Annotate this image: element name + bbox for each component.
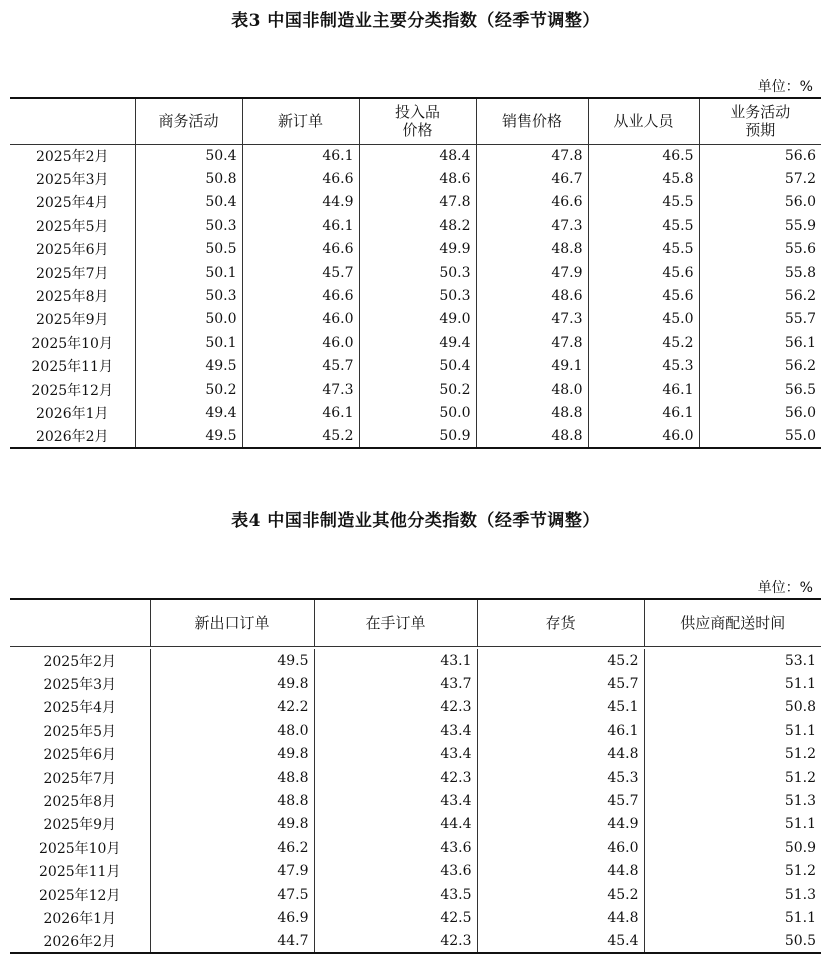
table3-header-corner bbox=[10, 98, 135, 144]
table-row bbox=[10, 167, 821, 190]
value-cell: 50.8 bbox=[135, 167, 242, 190]
value-cell: 56.6 bbox=[699, 144, 821, 167]
month-cell: 2025年12月 bbox=[39, 887, 121, 904]
value-cell: 50.3 bbox=[359, 284, 476, 307]
value-cell: 48.4 bbox=[359, 144, 476, 167]
value-cell: 47.3 bbox=[476, 308, 588, 331]
value-cell: 51.2 bbox=[644, 743, 821, 766]
month-cell: 2025年7月 bbox=[35, 265, 109, 282]
value-cell: 50.9 bbox=[644, 836, 821, 859]
value-cell: 46.6 bbox=[242, 284, 359, 307]
value-cell: 47.8 bbox=[476, 331, 588, 354]
month-cell: 2025年5月 bbox=[35, 218, 109, 235]
value-cell: 50.0 bbox=[359, 401, 476, 424]
table3-unit: 单位：% bbox=[757, 79, 813, 95]
value-cell: 45.5 bbox=[588, 214, 699, 237]
value-cell: 45.8 bbox=[588, 167, 699, 190]
value-cell: 45.6 bbox=[588, 261, 699, 284]
table-row bbox=[10, 743, 821, 766]
value-cell: 44.9 bbox=[242, 191, 359, 214]
month-cell: 2025年2月 bbox=[35, 148, 109, 165]
month-cell: 2025年9月 bbox=[35, 312, 109, 329]
value-cell: 42.2 bbox=[150, 696, 314, 719]
value-cell: 45.7 bbox=[242, 261, 359, 284]
month-cell: 2026年1月 bbox=[43, 910, 117, 927]
table-row bbox=[10, 214, 821, 237]
value-cell: 50.0 bbox=[135, 308, 242, 331]
table-row bbox=[10, 672, 821, 695]
table-row bbox=[10, 425, 821, 448]
value-cell: 51.1 bbox=[644, 672, 821, 695]
table3-header-cell: 新订单 bbox=[242, 98, 359, 144]
value-cell: 50.1 bbox=[135, 261, 242, 284]
value-cell: 55.0 bbox=[699, 425, 821, 448]
month-cell: 2025年10月 bbox=[39, 840, 121, 857]
value-cell: 43.6 bbox=[314, 836, 477, 859]
value-cell: 47.8 bbox=[476, 144, 588, 167]
value-cell: 49.5 bbox=[135, 425, 242, 448]
value-cell: 44.8 bbox=[477, 860, 644, 883]
month-cell: 2025年3月 bbox=[35, 172, 109, 189]
value-cell: 56.2 bbox=[699, 355, 821, 378]
value-cell: 48.8 bbox=[476, 238, 588, 261]
value-cell: 48.8 bbox=[476, 401, 588, 424]
value-cell: 45.3 bbox=[477, 766, 644, 789]
value-cell: 45.4 bbox=[477, 930, 644, 953]
month-cell: 2026年2月 bbox=[35, 428, 109, 445]
value-cell: 44.9 bbox=[477, 813, 644, 836]
table-row bbox=[10, 789, 821, 812]
table3-header-cell: 投入品 价格 bbox=[359, 98, 476, 144]
table-row bbox=[10, 813, 821, 836]
value-cell: 50.1 bbox=[135, 331, 242, 354]
month-cell: 2026年2月 bbox=[43, 933, 117, 950]
value-cell: 48.8 bbox=[150, 766, 314, 789]
month-cell: 2025年10月 bbox=[31, 335, 113, 352]
table-row bbox=[10, 401, 821, 424]
table-row bbox=[10, 766, 821, 789]
value-cell: 45.2 bbox=[477, 883, 644, 906]
table3-header-cell: 从业人员 bbox=[588, 98, 699, 144]
value-cell: 46.1 bbox=[242, 144, 359, 167]
value-cell: 46.5 bbox=[588, 144, 699, 167]
value-cell: 56.5 bbox=[699, 378, 821, 401]
value-cell: 43.4 bbox=[314, 719, 477, 742]
table4-header-cell: 存货 bbox=[477, 599, 644, 646]
month-cell: 2025年11月 bbox=[39, 864, 121, 881]
value-cell: 49.4 bbox=[359, 331, 476, 354]
value-cell: 45.7 bbox=[242, 355, 359, 378]
table-row bbox=[10, 144, 821, 167]
table-row bbox=[10, 331, 821, 354]
value-cell: 45.0 bbox=[588, 308, 699, 331]
value-cell: 55.8 bbox=[699, 261, 821, 284]
month-cell: 2026年1月 bbox=[35, 405, 109, 422]
value-cell: 48.2 bbox=[359, 214, 476, 237]
value-cell: 46.0 bbox=[242, 308, 359, 331]
month-cell: 2025年2月 bbox=[43, 653, 117, 670]
value-cell: 46.1 bbox=[477, 719, 644, 742]
value-cell: 56.1 bbox=[699, 331, 821, 354]
value-cell: 51.2 bbox=[644, 766, 821, 789]
value-cell: 45.1 bbox=[477, 696, 644, 719]
table4-header-cell: 在手订单 bbox=[314, 599, 477, 646]
value-cell: 50.3 bbox=[135, 214, 242, 237]
value-cell: 45.3 bbox=[588, 355, 699, 378]
value-cell: 46.1 bbox=[242, 401, 359, 424]
value-cell: 49.1 bbox=[476, 355, 588, 378]
value-cell: 42.3 bbox=[314, 696, 477, 719]
table-row bbox=[10, 308, 821, 331]
value-cell: 45.7 bbox=[477, 789, 644, 812]
month-cell: 2025年8月 bbox=[43, 794, 117, 811]
table4-header-cell: 供应商配送时间 bbox=[644, 599, 821, 646]
value-cell: 46.2 bbox=[150, 836, 314, 859]
value-cell: 51.1 bbox=[644, 813, 821, 836]
table3-header-row bbox=[10, 98, 821, 144]
value-cell: 48.8 bbox=[476, 425, 588, 448]
value-cell: 46.1 bbox=[588, 378, 699, 401]
table-row bbox=[10, 696, 821, 719]
value-cell: 46.7 bbox=[476, 167, 588, 190]
value-cell: 55.7 bbox=[699, 308, 821, 331]
table-row bbox=[10, 719, 821, 742]
value-cell: 49.8 bbox=[150, 743, 314, 766]
value-cell: 47.5 bbox=[150, 883, 314, 906]
value-cell: 46.0 bbox=[588, 425, 699, 448]
value-cell: 43.6 bbox=[314, 860, 477, 883]
value-cell: 44.8 bbox=[477, 743, 644, 766]
month-cell: 2025年11月 bbox=[31, 359, 113, 376]
table-row bbox=[10, 355, 821, 378]
value-cell: 50.9 bbox=[359, 425, 476, 448]
value-cell: 50.4 bbox=[135, 144, 242, 167]
value-cell: 50.3 bbox=[359, 261, 476, 284]
value-cell: 49.5 bbox=[135, 355, 242, 378]
value-cell: 46.6 bbox=[476, 191, 588, 214]
value-cell: 49.8 bbox=[150, 672, 314, 695]
table3-body bbox=[10, 144, 821, 448]
value-cell: 55.9 bbox=[699, 214, 821, 237]
value-cell: 51.3 bbox=[644, 883, 821, 906]
value-cell: 44.7 bbox=[150, 930, 314, 953]
value-cell: 51.3 bbox=[644, 789, 821, 812]
table-row bbox=[10, 378, 821, 401]
value-cell: 55.6 bbox=[699, 238, 821, 261]
month-cell: 2025年6月 bbox=[43, 747, 117, 764]
value-cell: 47.3 bbox=[242, 378, 359, 401]
month-cell: 2025年6月 bbox=[35, 242, 109, 259]
table-row bbox=[10, 261, 821, 284]
value-cell: 51.2 bbox=[644, 860, 821, 883]
table-row bbox=[10, 649, 821, 672]
value-cell: 53.1 bbox=[644, 649, 821, 672]
table-row bbox=[10, 930, 821, 953]
value-cell: 43.4 bbox=[314, 789, 477, 812]
value-cell: 50.8 bbox=[644, 696, 821, 719]
month-cell: 2025年8月 bbox=[35, 289, 109, 306]
value-cell: 43.7 bbox=[314, 672, 477, 695]
month-cell: 2025年5月 bbox=[43, 723, 117, 740]
table3-title: 表3 中国非制造业主要分类指数（经季节调整） bbox=[231, 11, 600, 31]
value-cell: 50.2 bbox=[359, 378, 476, 401]
month-cell: 2025年3月 bbox=[43, 677, 117, 694]
value-cell: 48.0 bbox=[150, 719, 314, 742]
value-cell: 51.1 bbox=[644, 906, 821, 929]
value-cell: 42.3 bbox=[314, 930, 477, 953]
value-cell: 45.5 bbox=[588, 191, 699, 214]
value-cell: 50.3 bbox=[135, 284, 242, 307]
table4-body bbox=[10, 646, 821, 953]
value-cell: 45.2 bbox=[588, 331, 699, 354]
value-cell: 50.4 bbox=[135, 191, 242, 214]
value-cell: 42.3 bbox=[314, 766, 477, 789]
value-cell: 49.9 bbox=[359, 238, 476, 261]
value-cell: 45.2 bbox=[242, 425, 359, 448]
table-row bbox=[10, 860, 821, 883]
value-cell: 46.9 bbox=[150, 906, 314, 929]
value-cell: 44.8 bbox=[477, 906, 644, 929]
value-cell: 47.8 bbox=[359, 191, 476, 214]
value-cell: 46.0 bbox=[242, 331, 359, 354]
value-cell: 49.8 bbox=[150, 813, 314, 836]
value-cell: 49.4 bbox=[135, 401, 242, 424]
value-cell: 48.6 bbox=[476, 284, 588, 307]
value-cell: 43.4 bbox=[314, 743, 477, 766]
value-cell: 51.1 bbox=[644, 719, 821, 742]
month-cell: 2025年12月 bbox=[31, 382, 113, 399]
table4-header-cell: 新出口订单 bbox=[150, 599, 314, 646]
value-cell: 48.0 bbox=[476, 378, 588, 401]
value-cell: 50.2 bbox=[135, 378, 242, 401]
value-cell: 56.2 bbox=[699, 284, 821, 307]
value-cell: 44.4 bbox=[314, 813, 477, 836]
table3-header-cell: 业务活动 预期 bbox=[699, 98, 821, 144]
table3-header-cell: 商务活动 bbox=[135, 98, 242, 144]
value-cell: 45.2 bbox=[477, 649, 644, 672]
month-cell: 2025年4月 bbox=[43, 700, 117, 717]
value-cell: 57.2 bbox=[699, 167, 821, 190]
value-cell: 43.5 bbox=[314, 883, 477, 906]
table4-unit: 单位：% bbox=[757, 580, 813, 596]
value-cell: 42.5 bbox=[314, 906, 477, 929]
table4-title: 表4 中国非制造业其他分类指数（经季节调整） bbox=[231, 511, 600, 531]
value-cell: 46.1 bbox=[588, 401, 699, 424]
value-cell: 50.4 bbox=[359, 355, 476, 378]
value-cell: 47.9 bbox=[150, 860, 314, 883]
table-row bbox=[10, 836, 821, 859]
value-cell: 46.6 bbox=[242, 167, 359, 190]
value-cell: 49.0 bbox=[359, 308, 476, 331]
table-row bbox=[10, 883, 821, 906]
table4-header-row bbox=[10, 599, 821, 646]
table-row bbox=[10, 906, 821, 929]
value-cell: 48.6 bbox=[359, 167, 476, 190]
month-cell: 2025年4月 bbox=[35, 195, 109, 212]
value-cell: 45.6 bbox=[588, 284, 699, 307]
table-row bbox=[10, 238, 821, 261]
value-cell: 48.8 bbox=[150, 789, 314, 812]
table4 bbox=[10, 598, 821, 954]
value-cell: 46.6 bbox=[242, 238, 359, 261]
value-cell: 56.0 bbox=[699, 191, 821, 214]
value-cell: 45.5 bbox=[588, 238, 699, 261]
value-cell: 47.9 bbox=[476, 261, 588, 284]
value-cell: 46.1 bbox=[242, 214, 359, 237]
value-cell: 45.7 bbox=[477, 672, 644, 695]
table3-header-cell: 销售价格 bbox=[476, 98, 588, 144]
value-cell: 47.3 bbox=[476, 214, 588, 237]
month-cell: 2025年7月 bbox=[43, 770, 117, 787]
value-cell: 49.5 bbox=[150, 649, 314, 672]
value-cell: 50.5 bbox=[135, 238, 242, 261]
month-cell: 2025年9月 bbox=[43, 817, 117, 834]
table3 bbox=[10, 97, 821, 449]
value-cell: 56.0 bbox=[699, 401, 821, 424]
value-cell: 43.1 bbox=[314, 649, 477, 672]
value-cell: 50.5 bbox=[644, 930, 821, 953]
table-row bbox=[10, 284, 821, 307]
table4-header-corner bbox=[10, 599, 150, 646]
table-row bbox=[10, 191, 821, 214]
value-cell: 46.0 bbox=[477, 836, 644, 859]
